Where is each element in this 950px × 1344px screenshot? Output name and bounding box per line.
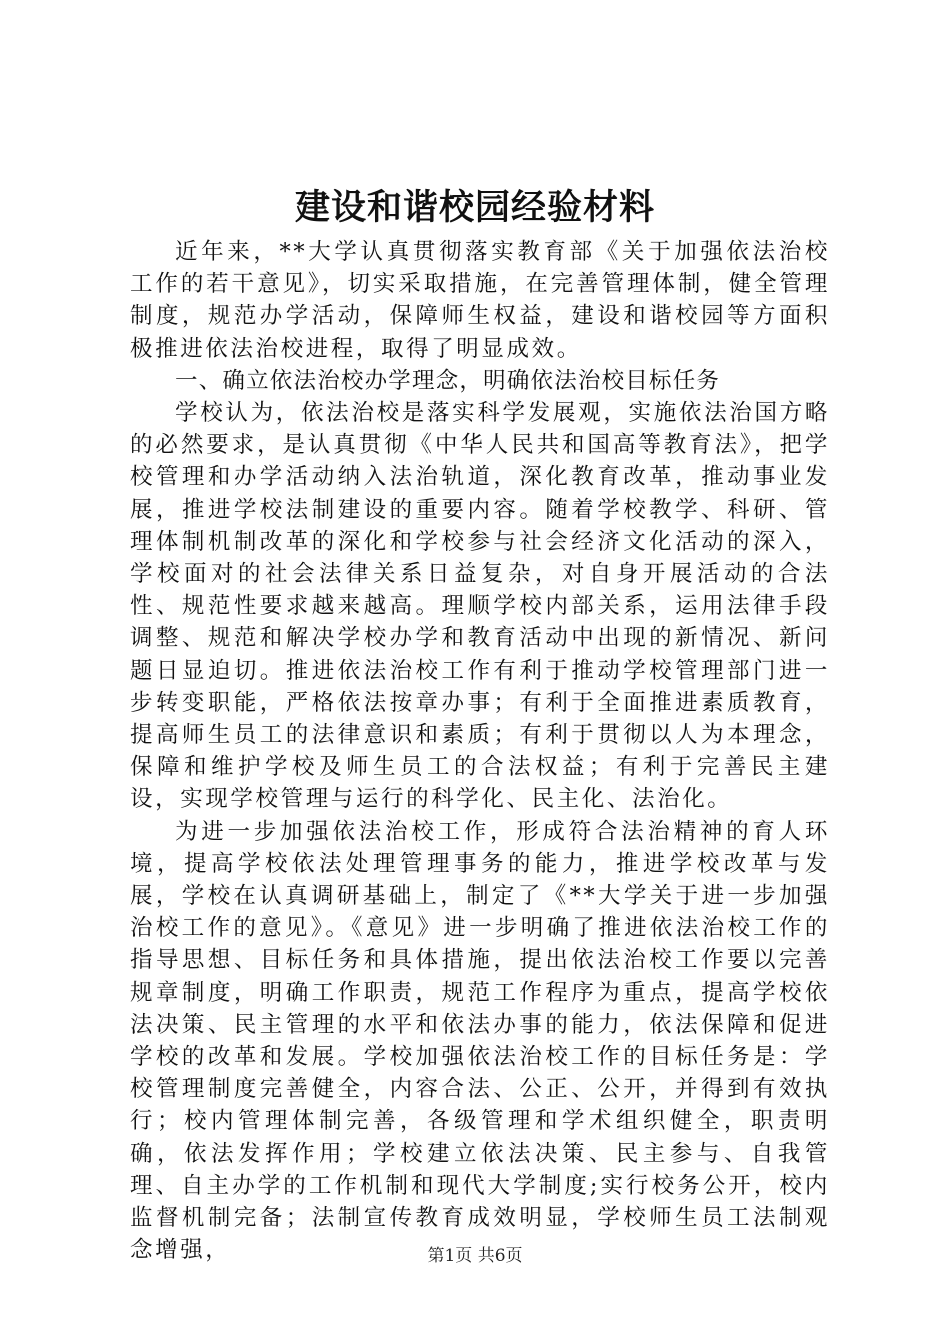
document-title: 建设和谐校园经验材料 [294,187,655,228]
paragraph-intro: 近年来，**大学认真贯彻落实教育部《关于加强依法治校工作的若干意见》，切实采取措施，在完善管理体制，健全管理制度，规范办学活动，保障师生权益，建设和谐校园等方面积极推进依法治校进程，取得了明显成效。 [130,239,830,362]
page-number-footer: 第1页 共6页 [427,1246,523,1266]
section-heading-1: 一、确立依法治校办学理念，明确依法治校目标任务 [175,367,721,394]
paragraph-goals: 为进一步加强依法治校工作，形成符合法治精神的育人环境，提高学校依法处理管理事务的能力，推进学校改革与发展，学校在认真调研基础上，制定了《**大学关于进一步加强治校工作的意见》。《意见》进一步明确了推进依法治校工作的指导思想、目标任务和具体措施，提出依法治校工作要以完善规章制度，明确工作职责，规范工作程序为重点，提高学校依法决策、民主管理的水平和依法办事的能力，依法保障和促进学校的改革和发展。学校加强依法治校工作的目标任务是：学校管理制度完善健全，内容合法、公正、公开，并得到有效执行；校内管理体制完善，各级管理和学术组织健全，职责明确，依法发挥作用；学校建立依法决策、民主参与、自我管理、自主办学的工作机制和现代大学制度;实行校务公开，校内监督机制完备；法制宣传教育成效明显，学校师生员工法制观念增强， [130,818,830,1264]
document-body [130,236,830,1267]
paragraph-rationale: 学校认为，依法治校是落实科学发展观，实施依法治国方略的必然要求，是认真贯彻《中华人民共和国高等教育法》，把学校管理和办学活动纳入法治轨道，深化教育改革，推动事业发展，推进学校法制建设的重要内容。随着学校教学、科研、管理体制机制改革的深化和学校参与社会经济文化活动的深入，学校面对的社会法律关系日益复杂，对自身开展活动的合法性、规范性要求越来越高。理顺学校内部关系，运用法律手段调整、规范和解决学校办学和教育活动中出现的新情况、新问题日显迫切。推进依法治校工作有利于推动学校管理部门进一步转变职能，严格依法按章办事；有利于全面推进素质教育，提高师生员工的法律意识和素质；有利于贯彻以人为本理念，保障和维护学校及师生员工的合法权益；有利于完善民主建设，实现学校管理与运行的科学化、民主化、法治化。 [130,400,830,813]
